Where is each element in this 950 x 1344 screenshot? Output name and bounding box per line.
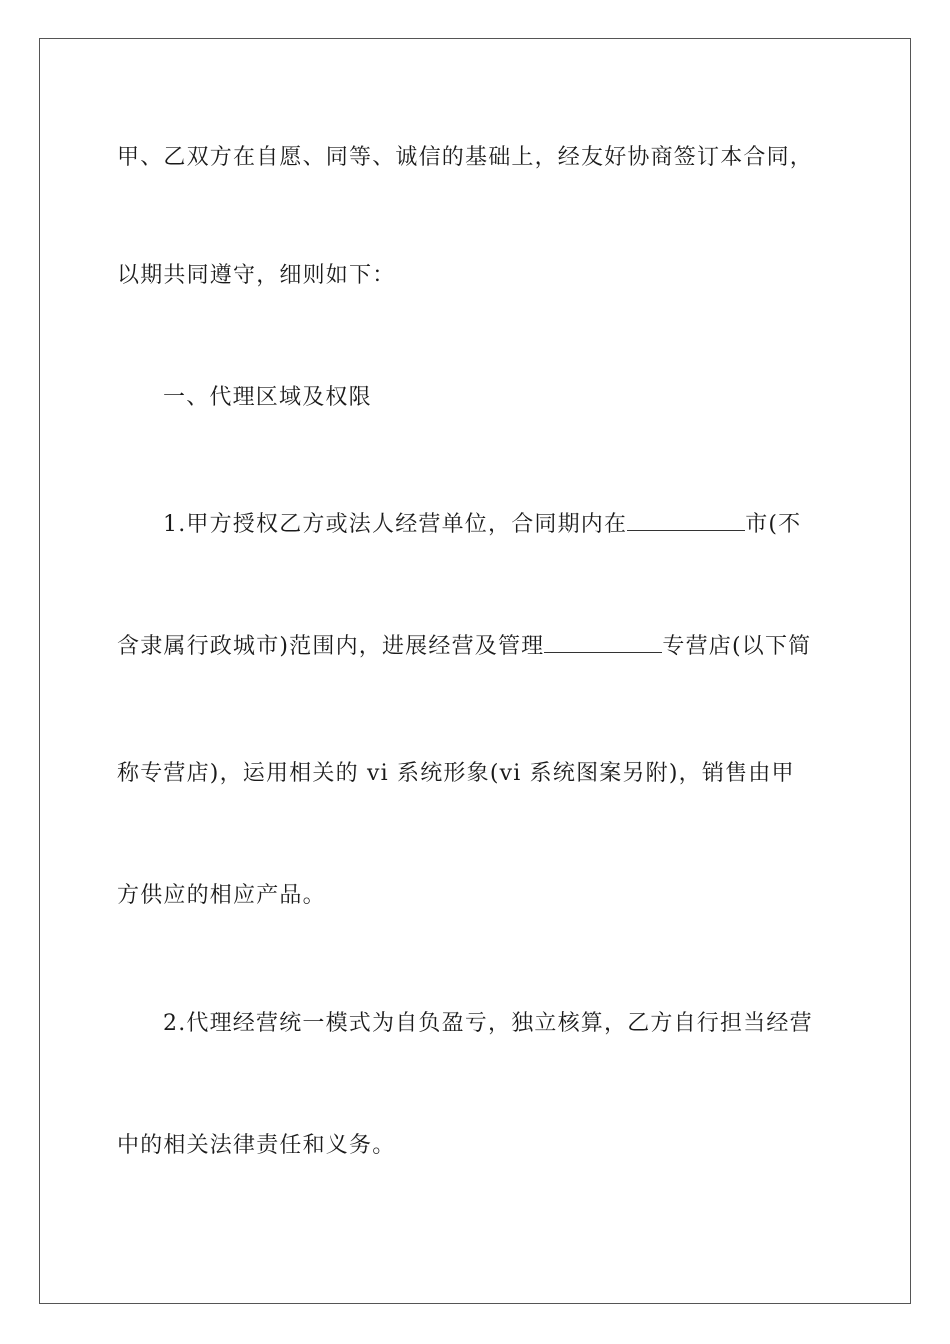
- section-heading: 一、代理区域及权限: [163, 385, 372, 410]
- clause-1-line-3: 称专营店)，运用相关的 vi 系统形象(vi 系统图案另附)，销售由甲: [117, 761, 795, 786]
- intro-line-1: 甲、乙双方在自愿、同等、诚信的基础上，经友好协商签订本合同，: [117, 145, 814, 170]
- fill-blank-store: [544, 632, 662, 653]
- clause-1-line-2-text-a: 含隶属行政城市)范围内，进展经营及管理: [117, 634, 545, 659]
- clause-1-line-4: 方供应的相应产品。: [117, 883, 326, 908]
- clause-1-line-2: [117, 632, 811, 661]
- clause-1-line-1: [163, 510, 801, 539]
- intro-line-2: 以期共同遵守，细则如下：: [117, 263, 396, 288]
- clause-1-line-2-text-b: 专营店(以下简: [662, 634, 812, 659]
- clause-2-line-2: 中的相关法律责任和义务。: [117, 1133, 396, 1158]
- clause-1-line-1-text-b: 市(不: [745, 512, 802, 537]
- fill-blank-city: [627, 510, 745, 531]
- clause-1-line-1-text-a: 1.甲方授权乙方或法人经营单位，合同期内在: [163, 512, 628, 537]
- clause-2-line-1: 2.代理经营统一模式为自负盈亏，独立核算，乙方自行担当经营: [163, 1011, 813, 1036]
- page-border: [39, 38, 911, 1304]
